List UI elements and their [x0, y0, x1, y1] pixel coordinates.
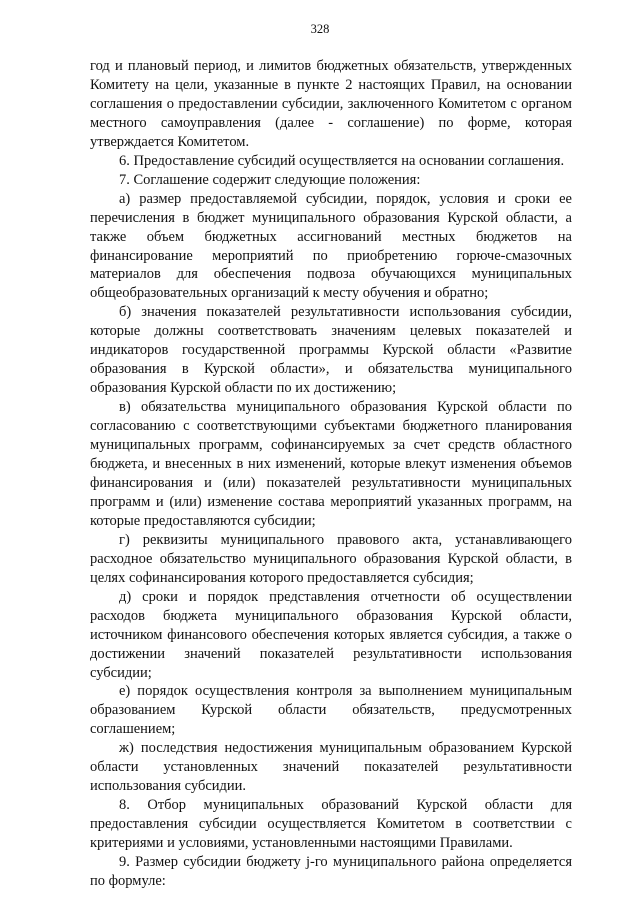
paragraph-item-6: 6. Предоставление субсидий осуществляется на основании соглашения. — [119, 152, 565, 169]
paragraph-item-9: 9. Размер субсидии бюджету j-го муниципального района определяется по формуле: — [90, 854, 572, 889]
paragraph-item-7: 7. Соглашение содержит следующие положения: — [119, 171, 421, 188]
subitem-e: е) порядок осуществления контроля за выполнением муниципальным образованием Курской области обязательств, предусмотренных соглашением; — [90, 683, 572, 738]
subitem-d: д) сроки и порядок представления отчетности об осуществлении расходов бюджета муниципального образования Курской области, источником финансового обеспечения которых является субсидия, а также о достижении значений показателей результативности использования субсидии; — [90, 588, 572, 681]
subitem-b: б) значения показателей результативности использования субсидии, которые должны соответствовать значениям целевых показателей и индикаторов государственной программы Курской области «Развитие образования в Курской области», и обязательства муниципального образования Курской области по их достижению; — [90, 304, 572, 397]
paragraph-item-8: 8. Отбор муниципальных образований Курской области для предоставления субсидии осуществляется Комитетом в соответствии с критериями и условиями, установленными настоящими Правилами. — [90, 797, 572, 852]
page-number: 328 — [310, 22, 330, 36]
subitem-g: г) реквизиты муниципального правового акта, устанавливающего расходное обязательство муниципального образования Курской области, в целях софинансирования которого предоставляется субсидия; — [90, 531, 572, 586]
subitem-a: а) размер предоставляемой субсидии, порядок, условия и сроки ее перечисления в бюджет муниципального образования Курской области, а также объем бюджетных ассигнований местных бюджетов на финансирование мероприятий по приобретению горюче-смазочных материалов для обеспечения подвоза обучающихся муниципальных общеобразовательных организаций к месту обучения и обратно; — [90, 190, 572, 302]
document-body — [90, 57, 572, 891]
paragraph-continuation: год и плановый период, и лимитов бюджетных обязательств, утвержденных Комитету на цели, указанные в пункте 2 настоящих Правил, на основании соглашения о предоставлении субсидии, заключенного Комитетом с органом местного самоуправления (далее - соглашение) по форме, которая утверждается Комитетом. — [90, 58, 572, 150]
subitem-zh: ж) последствия недостижения муниципальным образованием Курской области установленных значений показателей результативности использования субсидии. — [90, 740, 572, 795]
subitem-v: в) обязательства муниципального образования Курской области по согласованию с соответствующими субъектами бюджетного планирования муниципальных программ, софинансируемых за счет средств областного бюджета, и внесенных в них изменений, которые влекут изменения объемов финансирования и (или) показателей результативности муниципальных программ и (или) изменение состава мероприятий указанных программ, на которые предоставляются субсидии; — [90, 399, 572, 529]
